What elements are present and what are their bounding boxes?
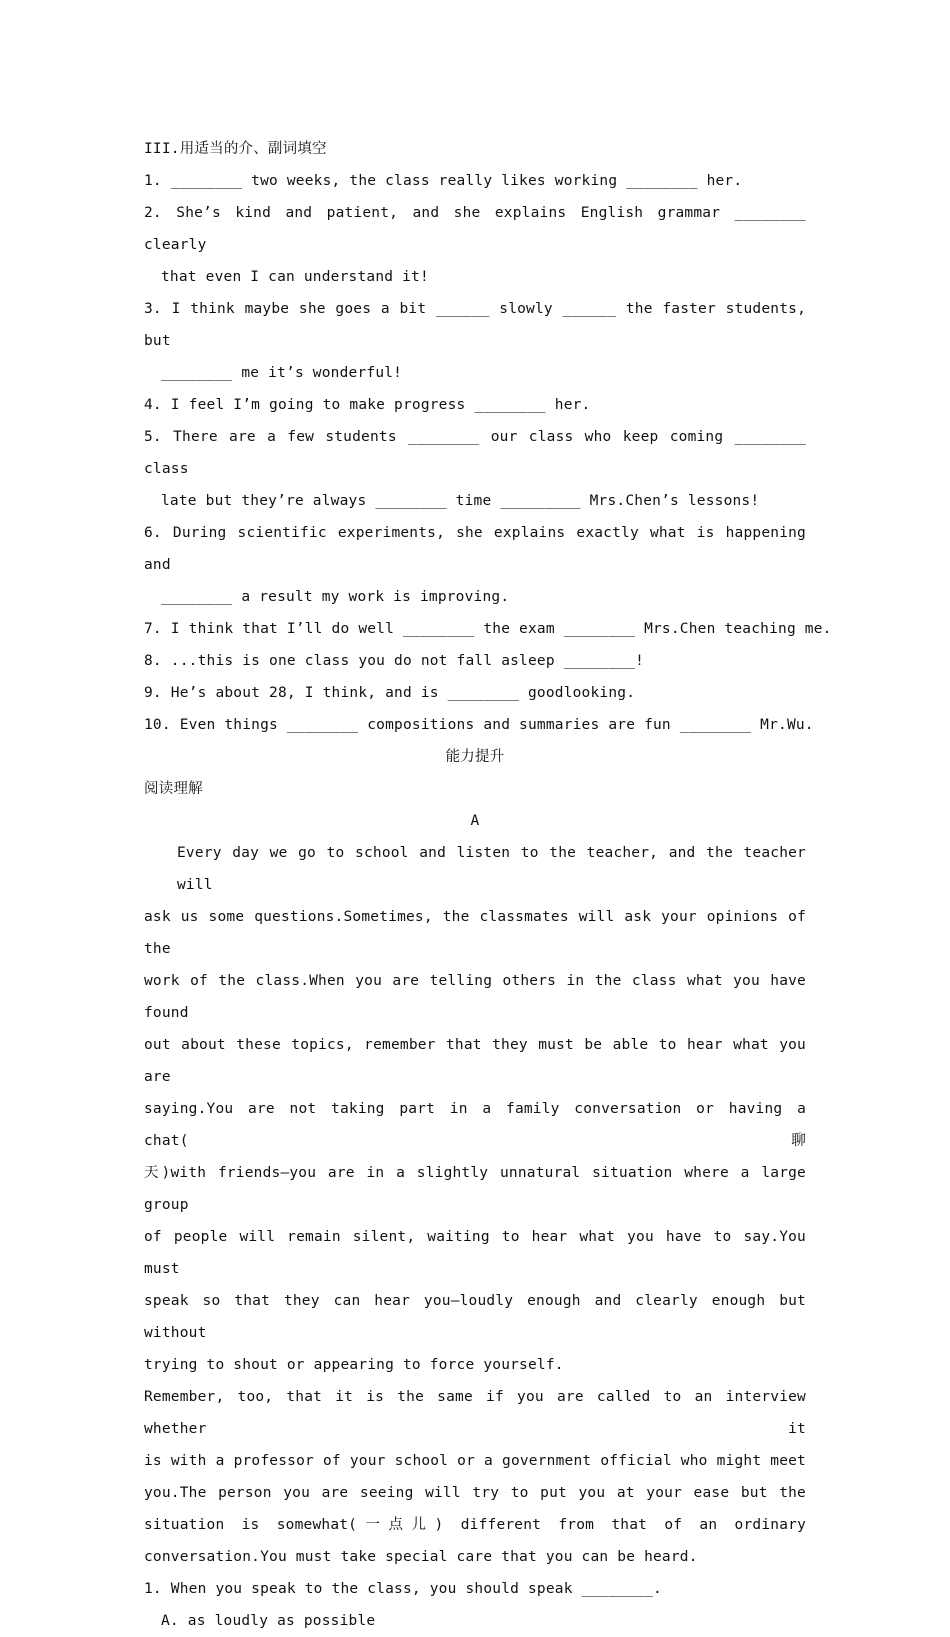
passage-p2-line: is with a professor of your school or a government official who might meet — [144, 1453, 806, 1469]
passage-label: A — [470, 813, 480, 829]
question-3-line-1: 3. I think maybe she goes a bit ______ slowly ______ the faster students, but — [144, 301, 806, 349]
passage-p2-line: situation is somewhat(一点儿) different from that of an ordinary — [144, 1517, 806, 1533]
question-7: 7. I think that I’ll do well ________ the exam ________ Mrs.Chen teaching me. — [144, 621, 832, 637]
reading-option-a: A. as loudly as possible — [161, 1613, 376, 1629]
question-4: 4. I feel I’m going to make progress ________ her. — [144, 397, 591, 413]
passage-p1-line: ask us some questions.Sometimes, the classmates will ask your opinions of the — [144, 909, 806, 957]
question-6-line-1: 6. During scientific experiments, she explains exactly what is happening and — [144, 525, 806, 573]
passage-p2-line: conversation.You must take special care that you can be heard. — [144, 1549, 698, 1565]
passage-p1-line: Every day we go to school and listen to the teacher, and the teacher will — [177, 845, 806, 893]
passage-p2-line: Remember, too, that it is the same if you are called to an interview whether it — [144, 1389, 806, 1437]
passage-p1-line: trying to shout or appearing to force yourself. — [144, 1357, 564, 1373]
reading-heading: 阅读理解 — [144, 781, 203, 797]
question-8: 8. ...this is one class you do not fall asleep ________! — [144, 653, 645, 669]
passage-p1-line: out about these topics, remember that they must be able to hear what you are — [144, 1037, 806, 1085]
question-5-line-1: 5. There are a few students ________ our class who keep coming ________ class — [144, 429, 806, 477]
passage-p1-line: 天)with friends—you are in a slightly unnatural situation where a large group — [144, 1165, 806, 1213]
reading-question-1: 1. When you speak to the class, you should speak ________. — [144, 1581, 662, 1597]
passage-p1-line: saying.You are not taking part in a family conversation or having a chat(聊 — [144, 1101, 806, 1149]
question-9: 9. He’s about 28, I think, and is ________ goodlooking. — [144, 685, 636, 701]
question-2-line-2: that even I can understand it! — [161, 269, 429, 285]
section-title: III.用适当的介、副词填空 — [144, 141, 327, 157]
ability-heading: 能力提升 — [445, 749, 505, 765]
passage-p1-line: work of the class.When you are telling others in the class what you have found — [144, 973, 806, 1021]
passage-p2-line: you.The person you are seeing will try to put you at your ease but the — [144, 1485, 806, 1501]
question-1: 1. ________ two weeks, the class really likes working ________ her. — [144, 173, 743, 189]
question-6-line-2: ________ a result my work is improving. — [161, 589, 510, 605]
question-2-line-1: 2. She’s kind and patient, and she explains English grammar ________ clearly — [144, 205, 806, 253]
passage-p1-line: of people will remain silent, waiting to hear what you have to say.You must — [144, 1229, 806, 1277]
question-3-line-2: ________ me it’s wonderful! — [161, 365, 403, 381]
question-10: 10. Even things ________ compositions and summaries are fun ________ Mr.Wu. — [144, 717, 814, 733]
question-5-line-2: late but they’re always ________ time _________ Mrs.Chen’s lessons! — [161, 493, 760, 509]
document-page — [144, 133, 832, 1637]
passage-p1-line: speak so that they can hear you—loudly enough and clearly enough but without — [144, 1293, 806, 1341]
